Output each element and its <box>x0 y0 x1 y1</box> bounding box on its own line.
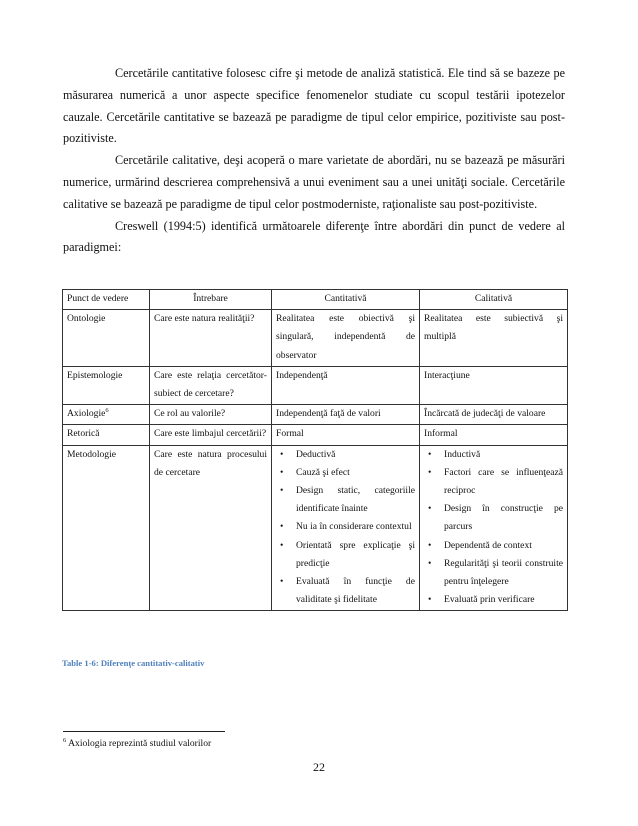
table-cell <box>272 445 420 611</box>
table-row <box>63 445 568 611</box>
body-text <box>63 63 565 259</box>
table-cell: Independenţă <box>272 366 420 404</box>
list-item: • Inductivă <box>444 446 563 464</box>
table-caption: Table 1-6: Diferenţe cantitativ-calitativ <box>62 658 205 668</box>
table-cell: Ce rol au valorile? <box>150 405 272 425</box>
list-item: • Design în construcţie pe parcurs <box>444 500 563 536</box>
paragraph-creswell: Creswell (1994:5) identifică următoarele diferenţe între abordări din punct de vedere al paradigmei: <box>63 218 565 255</box>
comparison-table <box>62 289 568 611</box>
header-cell: Cantitativă <box>272 290 420 310</box>
page-number: 22 <box>313 760 325 774</box>
header-cell: Întrebare <box>150 290 272 310</box>
qualitative-method-list <box>424 446 563 610</box>
table-cell: Interacţiune <box>420 366 568 404</box>
footnote-text: Axiologia reprezintă studiul valorilor <box>68 738 212 749</box>
table-cell: Care este natura realităţii? <box>150 310 272 367</box>
list-item: • Factori care se influenţează reciproc <box>444 464 563 500</box>
footnote-marker: 6 <box>105 407 109 415</box>
table-cell: Realitatea este obiectivă şi singulară, independentă de observator <box>272 310 420 367</box>
paragraph-qualitative: Cercetările calitative, deşi acoperă o mare varietate de abordări, nu se bazează pe măsurări numerice, urmărind descrierea comprehensivă a unui eveniment sau a unei unităţi sociale. Cercetările calitative se bazează pe paradigme de tipul celor postmoderniste, raţionaliste sau post-pozitiviste. <box>63 153 565 211</box>
table-cell: Retorică <box>63 425 150 445</box>
table-cell: Care este natura procesului de cercetare <box>150 445 272 611</box>
table-cell <box>420 445 568 611</box>
table-row <box>63 425 568 445</box>
table-row <box>63 310 568 367</box>
list-item: • Nu ia în considerare contextul <box>296 518 415 536</box>
table-cell: Care este limbajul cercetării? <box>150 425 272 445</box>
table-header-row <box>63 290 568 310</box>
table-cell: Informal <box>420 425 568 445</box>
table-row <box>63 405 568 425</box>
list-item: • Regularităţi şi teorii construite pentru înţelegere <box>444 555 563 591</box>
list-item: • Orientată spre explicaţie şi predicţie <box>296 537 415 573</box>
list-item: • Deductivă <box>296 446 415 464</box>
paragraph-quantitative: Cercetările cantitative folosesc cifre şi metode de analiză statistică. Ele tind să se bazeze pe măsurarea numerică a unor aspecte specifice fenomenelor studiate cu scopul testării ipotezelor cauzale. Cercetările cantitative se bazează pe paradigme de tipul celor empirice, pozitiviste sau post-pozitiviste. <box>63 66 565 146</box>
list-item: • Design static, categoriile identificate înainte <box>296 482 415 518</box>
table-row <box>63 366 568 404</box>
table-cell <box>63 405 150 425</box>
footnote <box>63 738 211 749</box>
table-cell: Metodologie <box>63 445 150 611</box>
list-item: • Dependentă de context <box>444 537 563 555</box>
table-cell: Care este relaţia cercetător-subiect de cercetare? <box>150 366 272 404</box>
table-cell: Ontologie <box>63 310 150 367</box>
aspect-label: Axiologie <box>67 408 106 420</box>
footnote-marker: 6 <box>63 736 67 744</box>
table-cell: Epistemologie <box>63 366 150 404</box>
list-item: • Evaluată în funcţie de validitate şi fidelitate <box>296 573 415 609</box>
list-item: • Cauză şi efect <box>296 464 415 482</box>
quantitative-method-list <box>276 446 415 610</box>
header-cell: Punct de vedere <box>63 290 150 310</box>
footnote-separator <box>63 731 225 732</box>
table-cell: Realitatea este subiectivă şi multiplă <box>420 310 568 367</box>
table-cell: Încărcată de judecăţi de valoare <box>420 405 568 425</box>
table-cell: Formal <box>272 425 420 445</box>
list-item: • Evaluată prin verificare <box>444 591 563 609</box>
table-cell: Independenţă faţă de valori <box>272 405 420 425</box>
header-cell: Calitativă <box>420 290 568 310</box>
